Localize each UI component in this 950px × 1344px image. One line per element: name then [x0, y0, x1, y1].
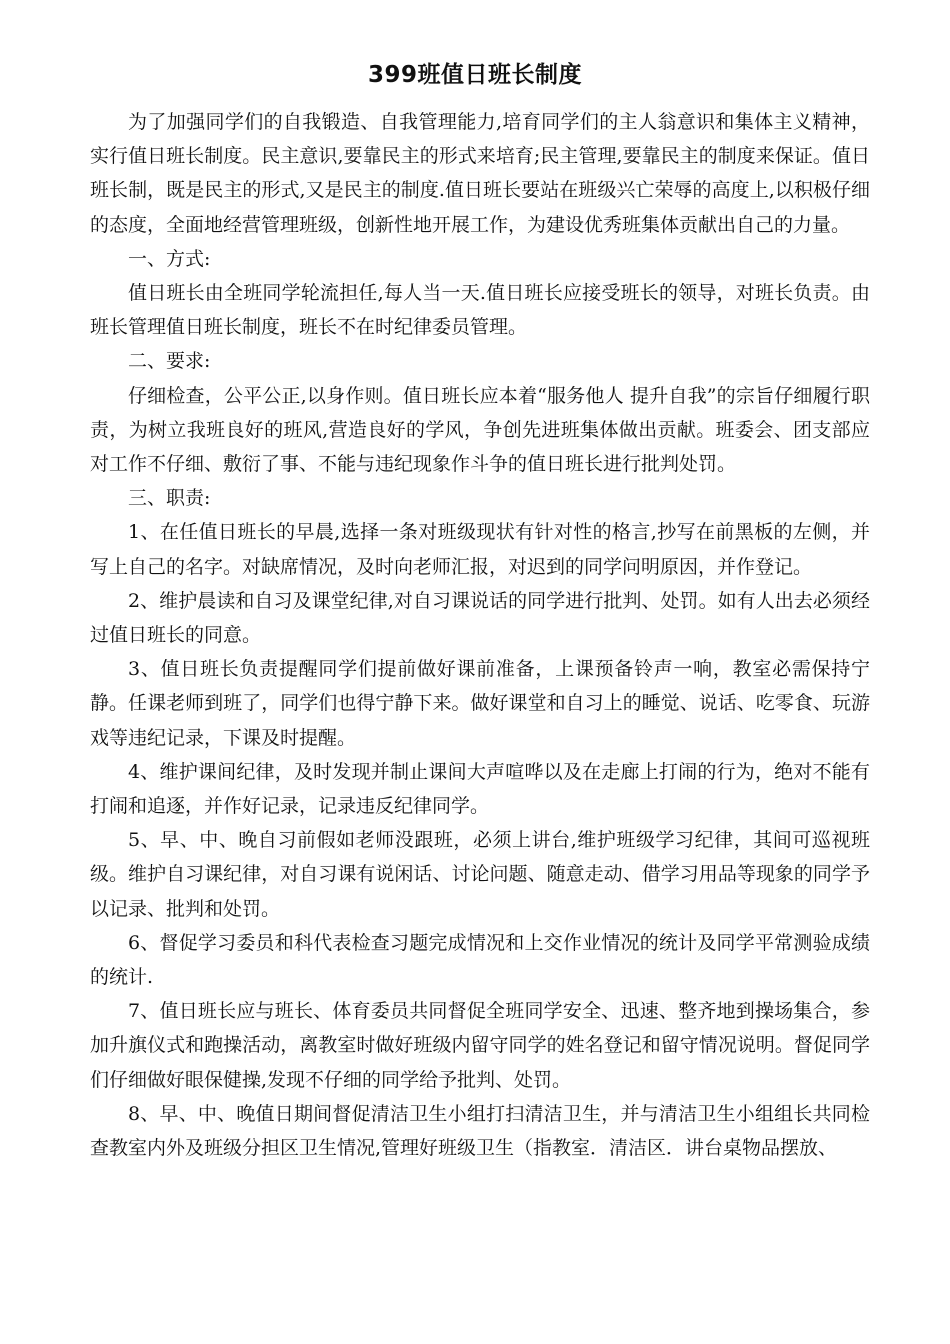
section-text-requirements: 仔细检查，公平公正,以身作则。值日班长应本着“服务他人 提升自我”的宗旨仔细履行职责，为树立我班良好的班风,营造良好的学风，争创先进班集体做出贡献。班委会、团支部应对工作不仔细、敷衍了事、不能与违纪现象作斗争的值日班长进行批判处罚。: [90, 384, 870, 476]
duty-item-7: 7、值日班长应与班长、体育委员共同督促全班同学安全、迅速、整齐地到操场集合，参加升旗仪式和跑操活动，离教室时做好班级内留守同学的姓名登记和留守情况说明。督促同学们仔细做好眼保健操,发现不仔细的同学给予批判、处罚。: [90, 1000, 870, 1091]
section-heading-requirements: 二、要求:: [128, 350, 211, 373]
duty-item-3: 3、值日班长负责提醒同学们提前做好课前准备，上课预备铃声一响，教室必需保持宁静。任课老师到班了，同学们也得宁静下来。做好课堂和自习上的睡觉、说话、吃零食、玩游戏等违纪记录，下课及时提醒。: [90, 658, 870, 749]
section-heading-duties: 三、职责:: [128, 487, 211, 510]
document-body: [90, 105, 870, 1165]
section-heading-method: 一、方式:: [128, 247, 211, 270]
document-title: 399班值日班长制度: [367, 62, 582, 88]
duty-item-1: 1、在任值日班长的早晨,选择一条对班级现状有针对性的格言,抄写在前黑板的左侧，并写上自己的名字。对缺席情况，及时向老师汇报，对迟到的同学问明原因，并作登记。: [90, 521, 870, 578]
duty-item-8: 8、早、中、晚值日期间督促清洁卫生小组打扫清洁卫生，并与清洁卫生小组组长共同检查教室内外及班级分担区卫生情况,管理好班级卫生（指教室．清洁区．讲台桌物品摆放、: [90, 1102, 870, 1160]
duty-item-2: 2、维护晨读和自习及课堂纪律,对自习课说话的同学进行批判、处罚。如有人出去必须经过值日班长的同意。: [90, 589, 870, 647]
section-text-method: 值日班长由全班同学轮流担任,每人当一天.值日班长应接受班长的领导，对班长负责。由班长管理值日班长制度，班长不在时纪律委员管理。: [90, 282, 870, 339]
duty-item-5: 5、早、中、晚自习前假如老师没跟班，必须上讲台,维护班级学习纪律，其间可巡视班级。维护自习课纪律，对自习课有说闲话、讨论问题、随意走动、借学习用品等现象的同学予以记录、批判和处罚。: [90, 829, 870, 920]
duty-item-4: 4、维护课间纪律，及时发现并制止课间大声喧哗以及在走廊上打闹的行为，绝对不能有打闹和追逐，并作好记录，记录违反纪律同学。: [90, 760, 870, 818]
intro-paragraph: 为了加强同学们的自我锻造、自我管理能力,培育同学们的主人翁意识和集体主义精神，实行值日班长制度。民主意识,要靠民主的形式来培育;民主管理,要靠民主的制度来保证。值日班长制，既是民主的形式,又是民主的制度.值日班长要站在班级兴亡荣辱的高度上,以积极仔细的态度，全面地经营管理班级，创新性地开展工作，为建设优秀班集体贡献出自己的力量。: [90, 111, 870, 236]
duty-item-6: 6、督促学习委员和科代表检查习题完成情况和上交作业情况的统计及同学平常测验成绩的统计.: [90, 931, 870, 989]
